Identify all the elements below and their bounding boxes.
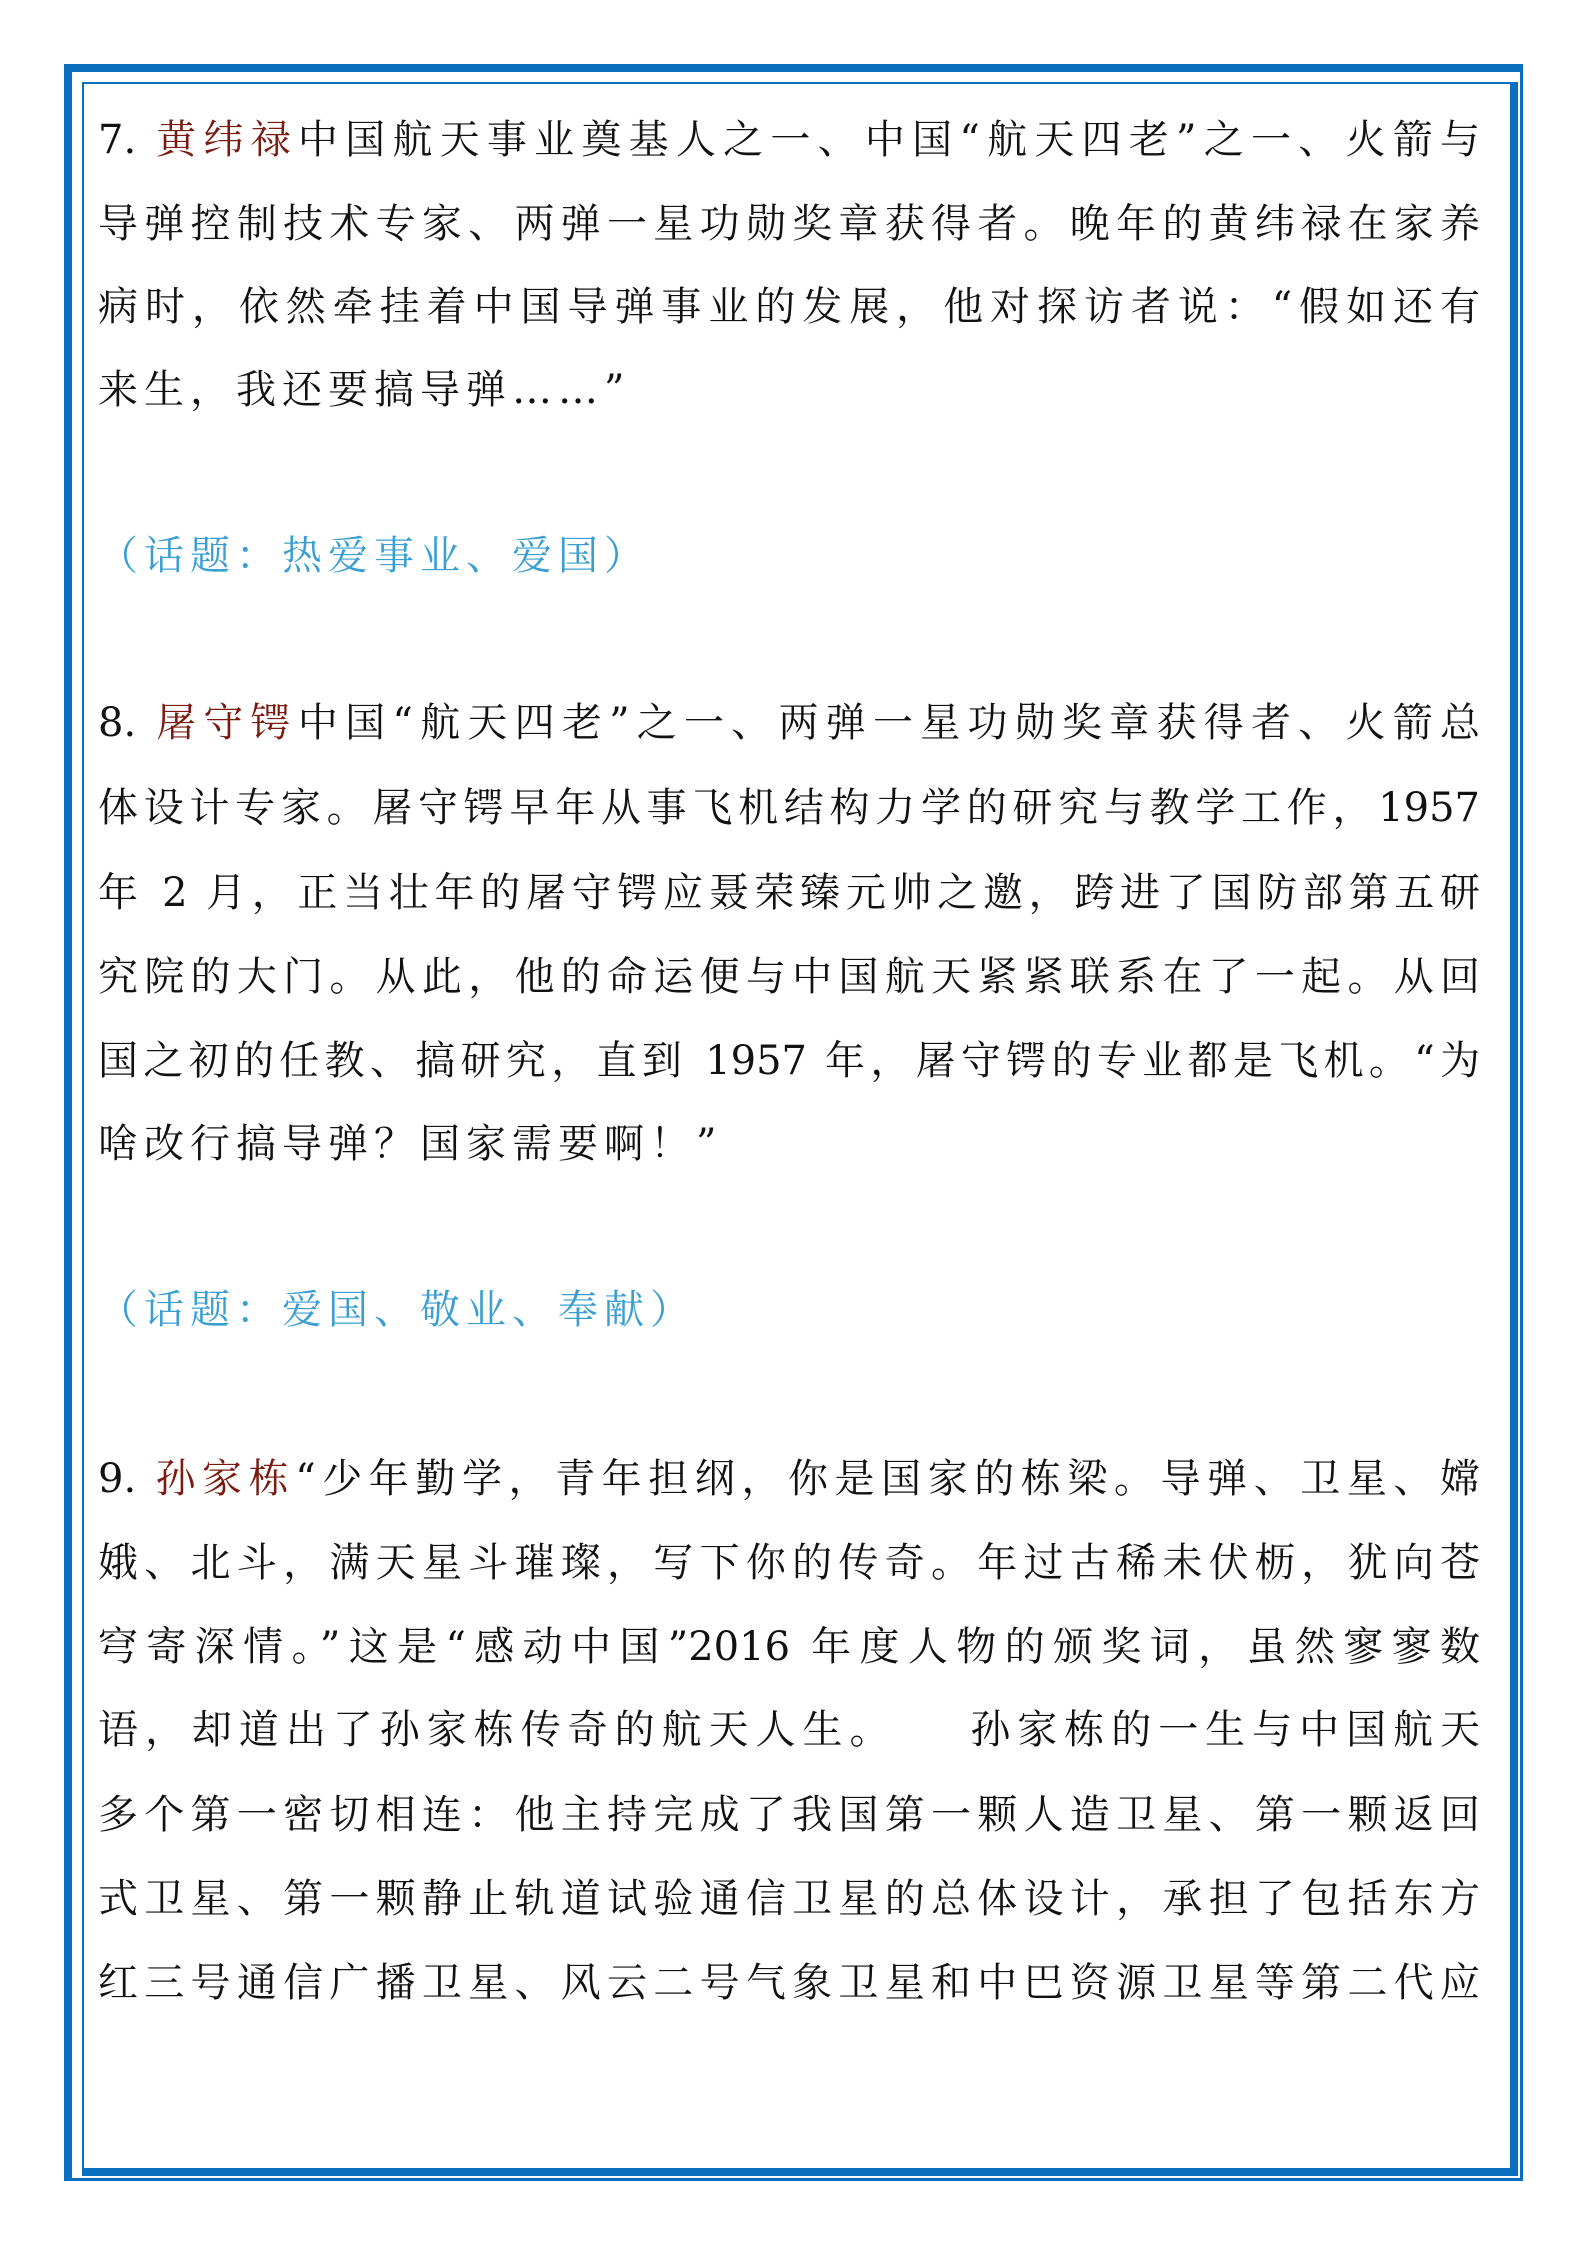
entry-9-line-7: 红三号通信广播卫星、风云二号气象卫星和中巴资源卫星等第二代应	[98, 1960, 1480, 2006]
entry-number: 9.	[98, 1456, 137, 1502]
entry-7-line-2: 导弹控制技术专家、两弹一星功勋奖章获得者。晚年的黄纬禄在家养	[98, 201, 1480, 247]
entry-text: “少年勤学，青年担纲，你是国家的栋梁。导弹、卫星、嫦	[295, 1456, 1481, 1502]
entry-8-line-6: 啥改行搞导弹？国家需要啊！”	[98, 1121, 723, 1167]
entry-number: 7.	[98, 117, 137, 163]
entry-number: 8.	[98, 700, 137, 746]
entry-8-line-2: 体设计专家。屠守锷早年从事飞机结构力学的研究与教学工作，1957	[98, 785, 1480, 831]
entry-9-line-2: 娥、北斗，满天星斗璀璨，写下你的传奇。年过古稀未伏枥，犹向苍	[98, 1540, 1480, 1586]
entry-text: 中国“航天四老”之一、两弹一星功勋奖章获得者、火箭总	[297, 700, 1480, 746]
entry-8-topic: （话题：爱国、敬业、奉献）	[98, 1287, 696, 1333]
entry-7-line-3: 病时，依然牵挂着中国导弹事业的发展，他对探访者说：“假如还有	[98, 284, 1480, 330]
person-name: 孙家栋	[155, 1456, 296, 1502]
entry-8-line-5: 国之初的任教、搞研究，直到 1957 年，屠守锷的专业都是飞机。“为	[98, 1038, 1480, 1084]
entry-8-line-3: 年 2 月，正当壮年的屠守锷应聂荣臻元帅之邀，跨进了国防部第五研	[98, 870, 1480, 916]
entry-7-line-1	[98, 98, 1480, 182]
entry-9-line-4: 语，却道出了孙家栋传奇的航天人生。 孙家栋的一生与中国航天	[98, 1707, 1480, 1753]
entry-9-line-6: 式卫星、第一颗静止轨道试验通信卫星的总体设计，承担了包括东方	[98, 1876, 1480, 1922]
entry-7-line-4: 来生，我还要搞导弹……”	[98, 367, 631, 413]
entry-8-line-1	[98, 681, 1480, 765]
entry-text: 中国航天事业奠基人之一、中国“航天四老”之一、火箭与	[297, 117, 1480, 163]
entry-7-topic: （话题：热爱事业、爱国）	[98, 533, 650, 579]
person-name: 黄纬禄	[156, 117, 298, 163]
person-name: 屠守锷	[156, 700, 298, 746]
entry-9-line-1	[98, 1437, 1480, 1521]
entry-9-line-3: 穹寄深情。”这是“感动中国”2016 年度人物的颁奖词，虽然寥寥数	[98, 1624, 1480, 1670]
entry-9-line-5: 多个第一密切相连：他主持完成了我国第一颗人造卫星、第一颗返回	[98, 1792, 1480, 1838]
entry-8-line-4: 究院的大门。从此，他的命运便与中国航天紧紧联系在了一起。从回	[98, 954, 1480, 1000]
